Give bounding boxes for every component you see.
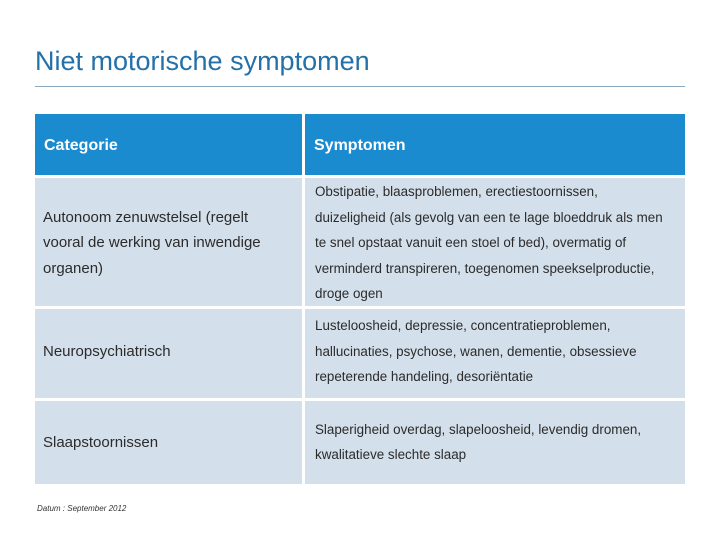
- symptom-line: droge ogen: [315, 286, 383, 301]
- category-line: organen): [43, 260, 104, 277]
- table-row: [35, 178, 685, 306]
- category-line: vooral de werking van inwendige: [43, 234, 261, 251]
- category-line: Neuropsychiatrisch: [43, 343, 171, 360]
- symptom-line: kwalitatieve slechte slaap: [315, 447, 467, 462]
- symptom-line: Obstipatie, blaasproblemen, erectiestoornissen,: [315, 184, 598, 199]
- table-row: [35, 401, 685, 484]
- symptom-line: hallucinaties, psychose, wanen, dementie, obsessieve: [315, 344, 637, 359]
- header-symptoms: Symptomen: [305, 114, 685, 175]
- symptom-line: Slaperigheid overdag, slapeloosheid, levendig dromen,: [315, 422, 642, 437]
- category-cell: [35, 178, 305, 306]
- title-divider: [35, 86, 685, 87]
- slide-title: Niet motorische symptomen: [35, 46, 370, 76]
- symptoms-cell: [305, 178, 685, 306]
- symptom-line: duizeligheid (als gevolg van een te lage bloeddruk als men: [315, 210, 663, 225]
- category-line: Autonoom zenuwstelsel (regelt: [43, 209, 249, 226]
- footnote-date: Datum : September 2012: [37, 504, 127, 513]
- category-line: Slaapstoornissen: [43, 434, 159, 451]
- category-cell: [35, 309, 305, 398]
- symptom-line: te snel opstaat vanuit een stoel of bed), overmatig of: [315, 235, 627, 250]
- symptom-line: Lusteloosheid, depressie, concentratieproblemen,: [315, 318, 611, 333]
- table-row: [35, 309, 685, 398]
- symptom-line: repeterende handeling, desoriëntatie: [315, 369, 534, 384]
- category-cell: [35, 401, 305, 484]
- symptoms-table: [35, 114, 685, 484]
- symptoms-cell: [305, 401, 685, 484]
- symptom-line: verminderd transpireren, toegenomen speekselproductie,: [315, 261, 655, 276]
- table-header-row: [35, 114, 685, 175]
- symptoms-cell: [305, 309, 685, 398]
- header-category: Categorie: [35, 114, 305, 175]
